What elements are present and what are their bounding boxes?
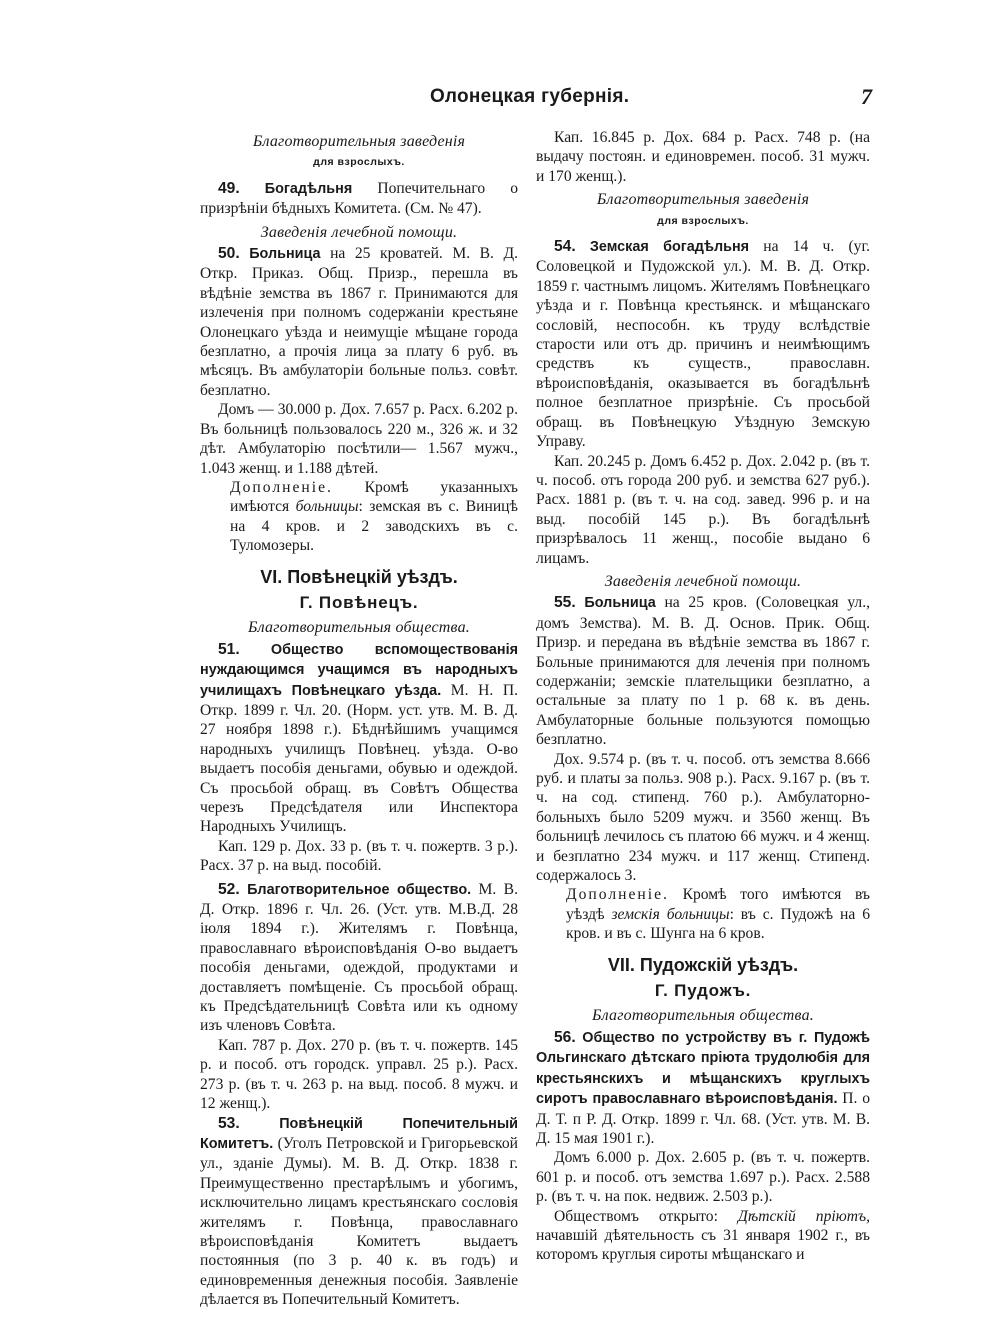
subheading-medical: Заведенія лечебной помощи.	[260, 223, 458, 241]
subheading-societies: Благотворительныя общества.	[248, 619, 470, 637]
entry-number: 53.	[218, 1114, 240, 1132]
addendum-text: Кромѣ указанныхъ имѣются	[230, 478, 518, 516]
note-italic: Дѣтскій пріютъ,	[737, 1207, 870, 1225]
continued-finance: Кап. 16.845 р. Дох. 684 р. Расх. 748 р. (на выдачу постоян. и единовремен. пособ. 31 мужч. и 170 женщ.).	[536, 129, 870, 185]
addendum-italic: земскія больницы	[611, 905, 730, 923]
entry-text: М. Н. П. Откр. 1899 г. Чл. 20. (Норм. уст. утв. М. В. Д. 27 ноября 1898 г.). Бѣднѣйшимъ учащимся народныхъ училищъ Повѣнец. уѣзда. О-во выдаетъ пособія деньгами, обувью и одеждой. Съ просьбой обращ. въ Совѣтъ Общества черезъ Предсѣдателя или Инспектора Народныхъ Училищъ.	[200, 681, 518, 836]
addendum-text: : земская въ с. Виницѣ на 4 кров. и 2 заводскихъ въ с. Туломозеры.	[230, 498, 518, 555]
addendum-italic: больницы	[295, 498, 359, 516]
entry-title: Богадѣльня	[264, 180, 353, 197]
entry-number: 49.	[218, 179, 240, 197]
subheading-medical: Заведенія лечебной помощи.	[604, 572, 802, 590]
entry-56-finance: Домъ 6.000 р. Дох. 2.605 р. (въ т. ч. пожертв. 601 р. и пособ. отъ земства 1.697 р.). Расх. 2.588 р. (въ т. ч. на пок. недвиж. 2.503 р.).	[536, 1149, 870, 1206]
addendum	[230, 478, 518, 556]
page-header	[0, 86, 1000, 116]
entry-text: М. В. Д. Откр. 1896 г. Чл. 26. (Уст. утв. М.В.Д. 28 іюля 1894 г.). Жителямъ г. Повѣнца, православнаго вѣроисповѣданія О-во выдаетъ пособія деньгами, одеждой, продуктами и доставляетъ помѣщеніе. Съ просьбой обращ. къ Предсѣдательницѣ Совѣта или къ одному изъ членовъ Совѣта.	[200, 880, 518, 1035]
entry-text: на 25 кров. (Соловецкая ул., домъ Земства). М. В. Д. Основ. Прик. Общ. Призр. и передана въ вѣдѣніе земства въ 1867 г. Больные принимаются для леченія при полномъ содержаніи; земскіе плательщики безплатно, а остальные за плату по 1 р. 68 к. въ день. Амбулаторные больные пользуются помощью безплатно.	[536, 594, 871, 749]
right-column	[536, 128, 870, 1265]
entry-56-note	[536, 1207, 870, 1265]
entry-title: Земская богадѣльня	[589, 239, 750, 256]
entry-53	[200, 1114, 518, 1310]
subheading-societies: Благотворительныя общества.	[592, 1007, 814, 1025]
addendum-text: Кромѣ того имѣются въ уѣздѣ	[566, 886, 870, 923]
note-text: Обществомъ открыто:	[554, 1207, 718, 1225]
entry-text: на 14 ч. (уг. Соловецкой и Пудожской ул.). М. В. Д. Откр. 1859 г. частнымъ лицомъ. Жителямъ Повѣнецкаго уѣзда и г. Повѣнца крестьянск. и мѣщанскаго сословій, неспособн. къ труду вслѣдствіе старости или отъ др. причинъ и неимѣющимъ средствъ къ существ., православн. вѣроисповѣданія, оказывается въ богадѣльнѣ полное безплатное призрѣніе. Съ просьбой обращ. въ Повѣнецкую Уѣздную Земскую Управу.	[536, 238, 870, 451]
subheading-institutions: Благотворительныя заведенія	[252, 133, 466, 150]
addendum-text: : въ с. Пудожѣ на 6 кров. и въ с. Шунга на 6 кров.	[566, 905, 870, 943]
section-heading-vi: VI. Повѣнецкій уѣздъ.	[260, 566, 458, 587]
entry-title: Общество по устройству въ г. Пудожѣ Ольгинскаго дѣтскаго пріюта трудолюбія для крестьянскихъ и мѣщанскихъ круглыхъ сиротъ православнаго вѣроисповѣданія.	[536, 1029, 870, 1108]
town-heading: Г. Пудожъ.	[654, 981, 752, 1001]
section-heading-vii: VII. Пудожскій уѣздъ.	[607, 954, 799, 975]
page-number: 7	[861, 84, 872, 109]
entry-51	[200, 640, 518, 837]
entry-title: Общество вспомоществованія нуждающимся учащимся въ народныхъ училищахъ Повѣнецкаго уѣзда.	[200, 641, 518, 699]
entry-51-finance: Кап. 129 р. Дох. 33 р. (въ т. ч. пожертв. 3 р.). Расх. 37 р. на выд. пособій.	[200, 837, 518, 875]
entry-55	[536, 593, 870, 749]
entry-number: 56.	[554, 1028, 576, 1046]
entry-50	[200, 244, 518, 400]
subheading-adults: для взрослыхъ.	[657, 214, 749, 227]
entry-text: (Уголъ Петровской и Григорьевской ул., зданіе Думы). М. В. Д. Откр. 1838 г. Преимущественно престарѣлымъ и убогимъ, исключительно лицамъ крестьянскаго сословія жителямъ г. Повѣнца, православнаго вѣроисповѣданія Комитетъ выдаетъ постоянныя (по 3 р. 40 к. въ годъ) и единовременныя денежныя пособія. Заявленіе дѣлается въ Попечительный Комитетъ.	[200, 1134, 518, 1309]
entry-title: Повѣнецкій Попечительный Комитетъ.	[200, 1115, 518, 1152]
running-title: Олонецкая губернія.	[430, 86, 630, 107]
entry-number: 55.	[554, 594, 576, 612]
entry-56	[536, 1028, 870, 1148]
entry-52-finance: Кап. 787 р. Дох. 270 р. (въ т. ч. пожертв. 145 р. и пособ. отъ городск. управл. 25 р.). Расх. 273 р. (въ т. ч. 263 р. на выд. пособ. 8 мужч. и 12 женщ.).	[200, 1036, 518, 1113]
entry-52	[200, 880, 518, 1036]
entry-text: Попечительнаго о призрѣніи бѣдныхъ Комитета. (См. № 47).	[200, 179, 518, 218]
addendum-label: Дополненіе.	[566, 886, 669, 904]
addendum-label: Дополненіе.	[230, 478, 333, 496]
entry-title: Благотворительное общество.	[247, 881, 472, 898]
entry-number: 51.	[218, 640, 240, 658]
entry-number: 52.	[218, 880, 240, 898]
subheading-institutions: Благотворительныя заведенія	[596, 191, 810, 209]
entry-number: 54.	[554, 238, 576, 256]
addendum	[566, 885, 870, 943]
entry-text: П. о Д. Т. п Р. Д. Откр. 1899 г. Чл. 68. (Уст. утв. М. В. Д. 15 мая 1901 г.).	[536, 1090, 871, 1147]
entry-title: Больница	[584, 595, 656, 612]
entry-50-finance: Домъ — 30.000 р. Дох. 7.657 р. Расх. 6.202 р. Въ больницѣ пользовалось 220 м., 326 ж. и 32 дѣт. Амбулаторію посѣтили— 1.567 мужч., 1.043 женщ. и 1.188 дѣтей.	[200, 401, 518, 477]
entry-text: на 25 кроватей. М. В. Д. Откр. Приказ. Общ. Призр., перешла въ вѣдѣніе земства въ 1867 г. Принимаются для излеченія при полномъ содержаніи крестьяне Олонецкаго уѣзда и неимущіе мѣщане города безплатно, а прочія лица за плату 6 руб. въ мѣсяцъ. Въ амбулаторіи больные польз. совѣт. безплатно.	[200, 245, 518, 399]
entry-title: Больница	[249, 246, 321, 263]
entry-number: 50.	[218, 245, 240, 263]
entry-55-finance: Дох. 9.574 р. (въ т. ч. пособ. отъ земства 8.666 руб. и платы за польз. 908 р.). Расх. 9.167 р. (въ т. ч. на сод. стипенд. 760 р.). Амбулаторно-больныхъ было 5209 мужч. и 3560 женщ. Въ больницѣ лечилось съ платою 66 мужч. и 4 женщ. и безплатно 234 мужч. и 117 женщ. Стипенд. содержалось 3.	[536, 750, 870, 885]
left-column	[200, 128, 518, 1310]
entry-54	[536, 237, 870, 451]
note-text: начавшій дѣятельность съ 31 января 1902 г., въ которомъ круглыя сироты мѣщанскаго и	[536, 1226, 870, 1264]
entry-54-finance: Кап. 20.245 р. Домъ 6.452 р. Дох. 2.042 р. (въ т. ч. пособ. отъ города 200 руб. и земства 627 руб.). Расх. 1881 р. (въ т. ч. на сод. завед. 996 р. и на выд. пособій 145 р.). Въ богадѣльнѣ призрѣвалось 11 женщ., пособіе выдано 6 лицамъ.	[536, 452, 870, 567]
subheading-adults: для взрослыхъ.	[313, 156, 405, 169]
town-heading: Г. Повѣнецъ.	[299, 592, 419, 612]
entry-49	[200, 179, 518, 219]
